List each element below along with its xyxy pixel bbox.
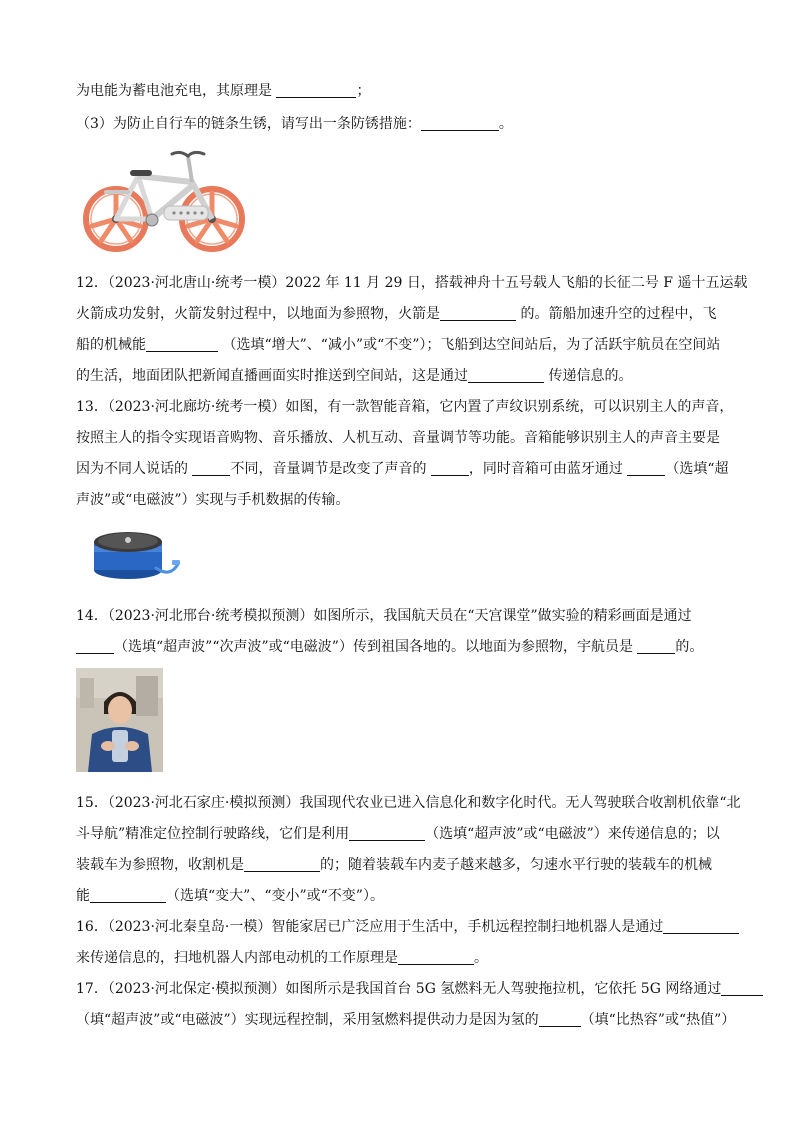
q12-text: 火箭成功发射，火箭发射过程中，以地面为参照物，火箭是 bbox=[76, 306, 440, 322]
q15-line bbox=[76, 788, 741, 819]
q17-text: 17．（2023·河北保定·模拟预测）如图所示是我国首台 5G 氢燃料无人驾驶拖拉机，它依托 5G 网络通过 bbox=[76, 981, 722, 997]
answer-blank[interactable] bbox=[440, 304, 516, 321]
q16-text: 来传递信息的，扫地机器人内部电动机的工作原理是 bbox=[76, 950, 398, 966]
q13-line bbox=[76, 423, 726, 454]
q11-text: ； bbox=[356, 83, 371, 99]
q13-text: ，同时音箱可由蓝牙通过 bbox=[468, 461, 628, 477]
answer-blank[interactable] bbox=[421, 114, 499, 131]
answer-blank[interactable] bbox=[146, 335, 218, 352]
q13-text: 因为不同人说话的 bbox=[76, 461, 193, 477]
q16-line bbox=[76, 912, 726, 943]
question-16 bbox=[76, 912, 726, 974]
q13-text: 不同，音量调节是改变了声音的 bbox=[230, 461, 431, 477]
q11-text: （3）为防止自行车的链条生锈，请写出一条防锈措施： bbox=[76, 116, 421, 132]
question-17 bbox=[76, 974, 736, 1036]
q15-line bbox=[76, 819, 726, 850]
q14-text: 的。 bbox=[675, 639, 704, 655]
q11-line-2 bbox=[76, 114, 726, 134]
q13-text: 声波”或“电磁波”）实现与手机数据的传输。 bbox=[76, 492, 350, 508]
q12-text: （选填“增大”、“减小”或“不变”）；飞船到达空间站后，为了活跃宇航员在空间站 bbox=[218, 337, 721, 353]
answer-blank[interactable] bbox=[398, 948, 474, 965]
question-14 bbox=[76, 601, 726, 663]
answer-blank[interactable] bbox=[76, 637, 114, 654]
answer-blank[interactable] bbox=[192, 459, 230, 476]
q13-text: 13．（2023·河北廊坊·统考一模）如图，有一款智能音箱，它内置了声纹识别系统，可以识别主人的声音， bbox=[76, 399, 734, 415]
q12-text: 传递信息的。 bbox=[544, 368, 633, 384]
question-13 bbox=[76, 392, 734, 516]
q14-line bbox=[76, 601, 726, 632]
q15-text: 斗导航”精准定位控制行驶路线，它们是利用 bbox=[76, 826, 350, 842]
q13-line bbox=[76, 392, 734, 423]
smart-speaker-figure bbox=[86, 520, 182, 586]
q11-text: 为电能为蓄电池充电，其原理是 bbox=[76, 83, 277, 99]
q16-text: 。 bbox=[474, 950, 488, 966]
q12-text: 的。箭船加速升空的过程中，飞 bbox=[516, 306, 717, 322]
q15-text: 15．（2023·河北石家庄·模拟预测）我国现代农业已进入信息化和数字化时代。无人驾驶联合收割机依靠“北 bbox=[76, 795, 741, 811]
answer-blank[interactable] bbox=[244, 855, 320, 872]
astronaut-photo bbox=[76, 668, 163, 772]
answer-blank[interactable] bbox=[468, 366, 544, 383]
q13-text: 按照主人的指令实现语音购物、音乐播放、人机互动、音量调节等功能。音箱能够识别主人的声音主要是 bbox=[76, 430, 720, 446]
q12-text: 的生活，地面团队把新闻直播画面实时推送到空间站，这是通过 bbox=[76, 368, 468, 384]
q12-text: 船的机械能 bbox=[76, 337, 146, 353]
q14-text: 14．（2023·河北邢台·统考模拟预测）如图所示，我国航天员在“天宫课堂”做实验的精彩画面是通过 bbox=[76, 608, 692, 624]
q13-line bbox=[76, 485, 726, 516]
q15-text: 装载车为参照物，收割机是 bbox=[76, 857, 244, 873]
answer-blank[interactable] bbox=[349, 824, 425, 841]
answer-blank[interactable] bbox=[90, 886, 166, 903]
answer-blank[interactable] bbox=[276, 81, 356, 98]
q12-line bbox=[76, 299, 726, 330]
answer-blank[interactable] bbox=[627, 459, 665, 476]
q11-text: 。 bbox=[498, 116, 513, 132]
bicycle-figure bbox=[80, 146, 248, 252]
q14-text: （选填“超声波”“次声波”或“电磁波”）传到祖国各地的。以地面为参照物，宇航员是 bbox=[114, 639, 638, 655]
answer-blank[interactable] bbox=[663, 917, 739, 934]
q13-line bbox=[76, 454, 729, 485]
answer-blank[interactable] bbox=[539, 1010, 581, 1027]
q15-text: 能 bbox=[76, 888, 90, 904]
q17-line bbox=[76, 974, 726, 1005]
q17-text: （填“比热容”或“热值”） bbox=[580, 1012, 736, 1028]
q17-text: （填“超声波”或“电磁波”）实现远程控制，采用氢燃料提供动力是因为氢的 bbox=[76, 1012, 539, 1028]
q12-line bbox=[76, 361, 726, 392]
q15-line bbox=[76, 881, 726, 912]
q15-text: 的；随着装载车内麦子越来越多，匀速水平行驶的装载车的机械 bbox=[320, 857, 712, 873]
question-12 bbox=[76, 268, 748, 392]
q13-text: （选填“超 bbox=[665, 461, 729, 477]
q15-line bbox=[76, 850, 726, 881]
question-15 bbox=[76, 788, 741, 912]
q12-line bbox=[76, 268, 748, 299]
q16-text: 16．（2023·河北秦皇岛·一模）智能家居已广泛应用于生活中，手机远程控制扫地机器人是通过 bbox=[76, 919, 664, 935]
q16-line bbox=[76, 943, 726, 974]
q11-line-1 bbox=[76, 81, 726, 101]
q14-line bbox=[76, 632, 726, 663]
answer-blank[interactable] bbox=[431, 459, 469, 476]
q12-text: 12．（2023·河北唐山·统考一模）2022 年 11 月 29 日，搭载神舟十五号载人飞船的长征二号 F 遥十五运载 bbox=[76, 275, 748, 291]
q17-line bbox=[76, 1005, 736, 1036]
answer-blank[interactable] bbox=[637, 637, 675, 654]
q15-text: （选填“超声波”或“电磁波”）来传递信息的；以 bbox=[425, 826, 720, 842]
answer-blank[interactable] bbox=[721, 979, 763, 996]
q15-text: （选填“变大”、“变小”或“不变”）。 bbox=[166, 888, 384, 904]
q12-line bbox=[76, 330, 726, 361]
